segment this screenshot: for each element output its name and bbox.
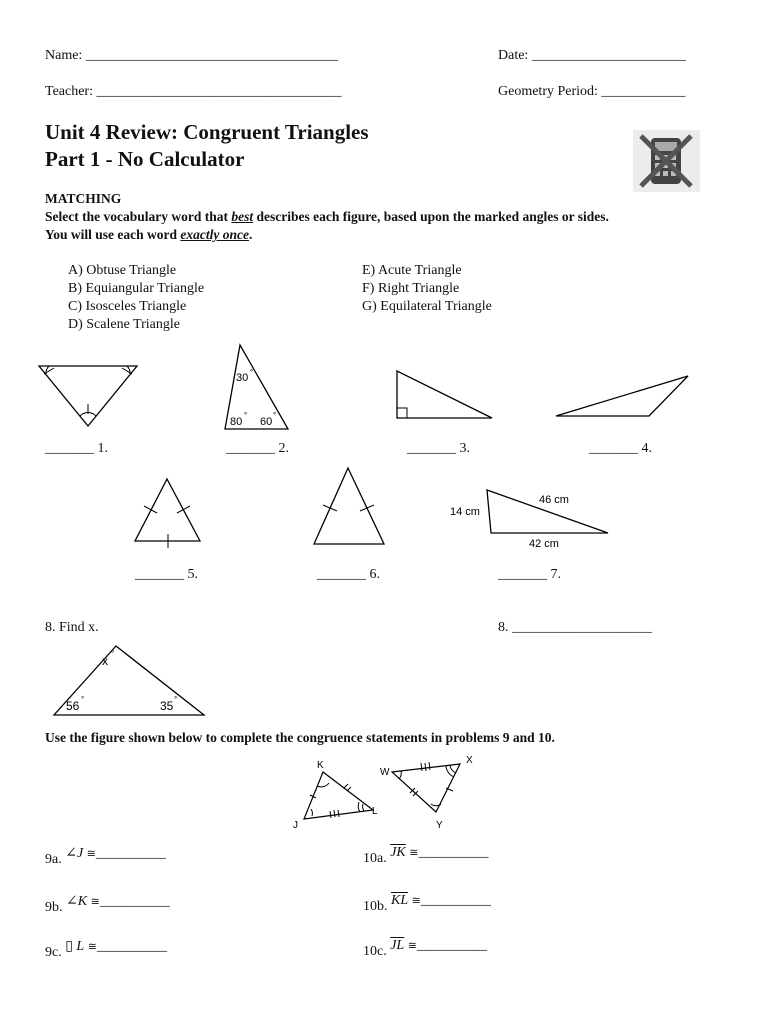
date-field: Date: ______________________ [498,48,686,63]
point-w: W [380,767,390,778]
fig7-side-top: 46 cm [539,494,569,506]
svg-text:°: ° [81,695,85,704]
point-j: J [293,820,298,831]
no-calculator-icon [633,130,700,192]
option-d: D) Scalene Triangle [68,317,180,332]
figure-3-right-triangle [392,368,497,423]
answer-10b[interactable]: __________ [420,893,491,908]
fig8-angle-left: 56 [66,699,80,713]
fig8-angle-right: 35 [160,699,174,713]
congruence-figure [290,752,480,832]
answer-9a[interactable]: __________ [95,846,166,861]
blank-7[interactable]: _______ 7. [498,567,561,582]
fig8-angle-x: x [102,654,108,668]
point-k: K [317,760,324,771]
teacher-field: Teacher: ___________________________________ [45,84,342,99]
period-field: Geometry Period: ____________ [498,84,686,99]
page-subtitle: Part 1 - No Calculator [45,147,245,171]
item-9c: 9c. ▯ L ≅__________ [45,939,167,960]
find-x-label: 8. Find x. [45,620,99,635]
item-10c: 10c. $\overline{JL}$ ≅__________ [363,938,487,959]
fig2-angle-top: 30 [236,372,249,384]
figure-5-equilateral-triangle [130,475,205,550]
congruence-instruction: Use the figure shown below to complete the congruence statements in problems 9 and 10. [45,730,555,745]
find-x-answer[interactable]: 8. ____________________ [498,620,652,635]
option-g: G) Equilateral Triangle [362,299,492,314]
matching-instruction-1: Select the vocabulary word that best describes each figure, based upon the marked angles or sides. [45,209,609,224]
figure-7-scalene-triangle [445,485,615,555]
blank-4[interactable]: _______ 4. [589,441,652,456]
figure-8-triangle [50,640,210,720]
answer-10c[interactable]: __________ [416,938,487,953]
point-x: X [466,755,473,766]
option-c: C) Isosceles Triangle [68,299,187,314]
point-y: Y [436,820,443,831]
answer-10a[interactable]: __________ [418,845,489,860]
matching-heading: MATCHING [45,191,122,206]
fig2-angle-right: 60 [260,416,273,428]
options-right [362,262,492,316]
matching-instruction-2: You will use each word exactly once. [45,227,253,242]
svg-text:°: ° [250,368,254,377]
option-b: B) Equiangular Triangle [68,281,205,296]
answer-9c[interactable]: __________ [96,939,167,954]
figure-4-obtuse-triangle [552,372,692,420]
svg-text:°: ° [244,411,248,420]
option-f: F) Right Triangle [362,281,460,296]
item-10b: 10b. $\overline{KL}$ ≅__________ [363,893,491,914]
fig7-side-left: 14 cm [450,506,480,518]
item-9a: 9a. ∠J ≅__________ [45,846,166,867]
blank-2[interactable]: _______ 2. [226,441,289,456]
options-left [68,262,204,334]
item-10a: 10a. $\overline{JK}$ ≅__________ [363,845,489,866]
svg-text:°: ° [111,649,115,658]
figure-6-isosceles-triangle [308,465,390,550]
option-e: E) Acute Triangle [362,263,462,278]
svg-text:°: ° [174,695,178,704]
blank-5[interactable]: _______ 5. [135,567,198,582]
option-a: A) Obtuse Triangle [68,263,177,278]
answer-9b[interactable]: __________ [99,894,170,909]
name-field: Name: ____________________________________ [45,48,338,63]
blank-3[interactable]: _______ 3. [407,441,470,456]
item-9b: 9b. ∠K ≅__________ [45,894,170,915]
figure-2-acute-triangle [220,342,295,432]
fig7-side-bottom: 42 cm [529,538,559,550]
blank-1[interactable]: _______ 1. [45,441,108,456]
figure-1-equiangular-triangle [35,360,145,430]
fig2-angle-left: 80 [230,416,243,428]
blank-6[interactable]: _______ 6. [317,567,380,582]
page-title: Unit 4 Review: Congruent Triangles [45,120,369,144]
point-l: L [372,806,378,817]
svg-text:°: ° [273,411,277,420]
